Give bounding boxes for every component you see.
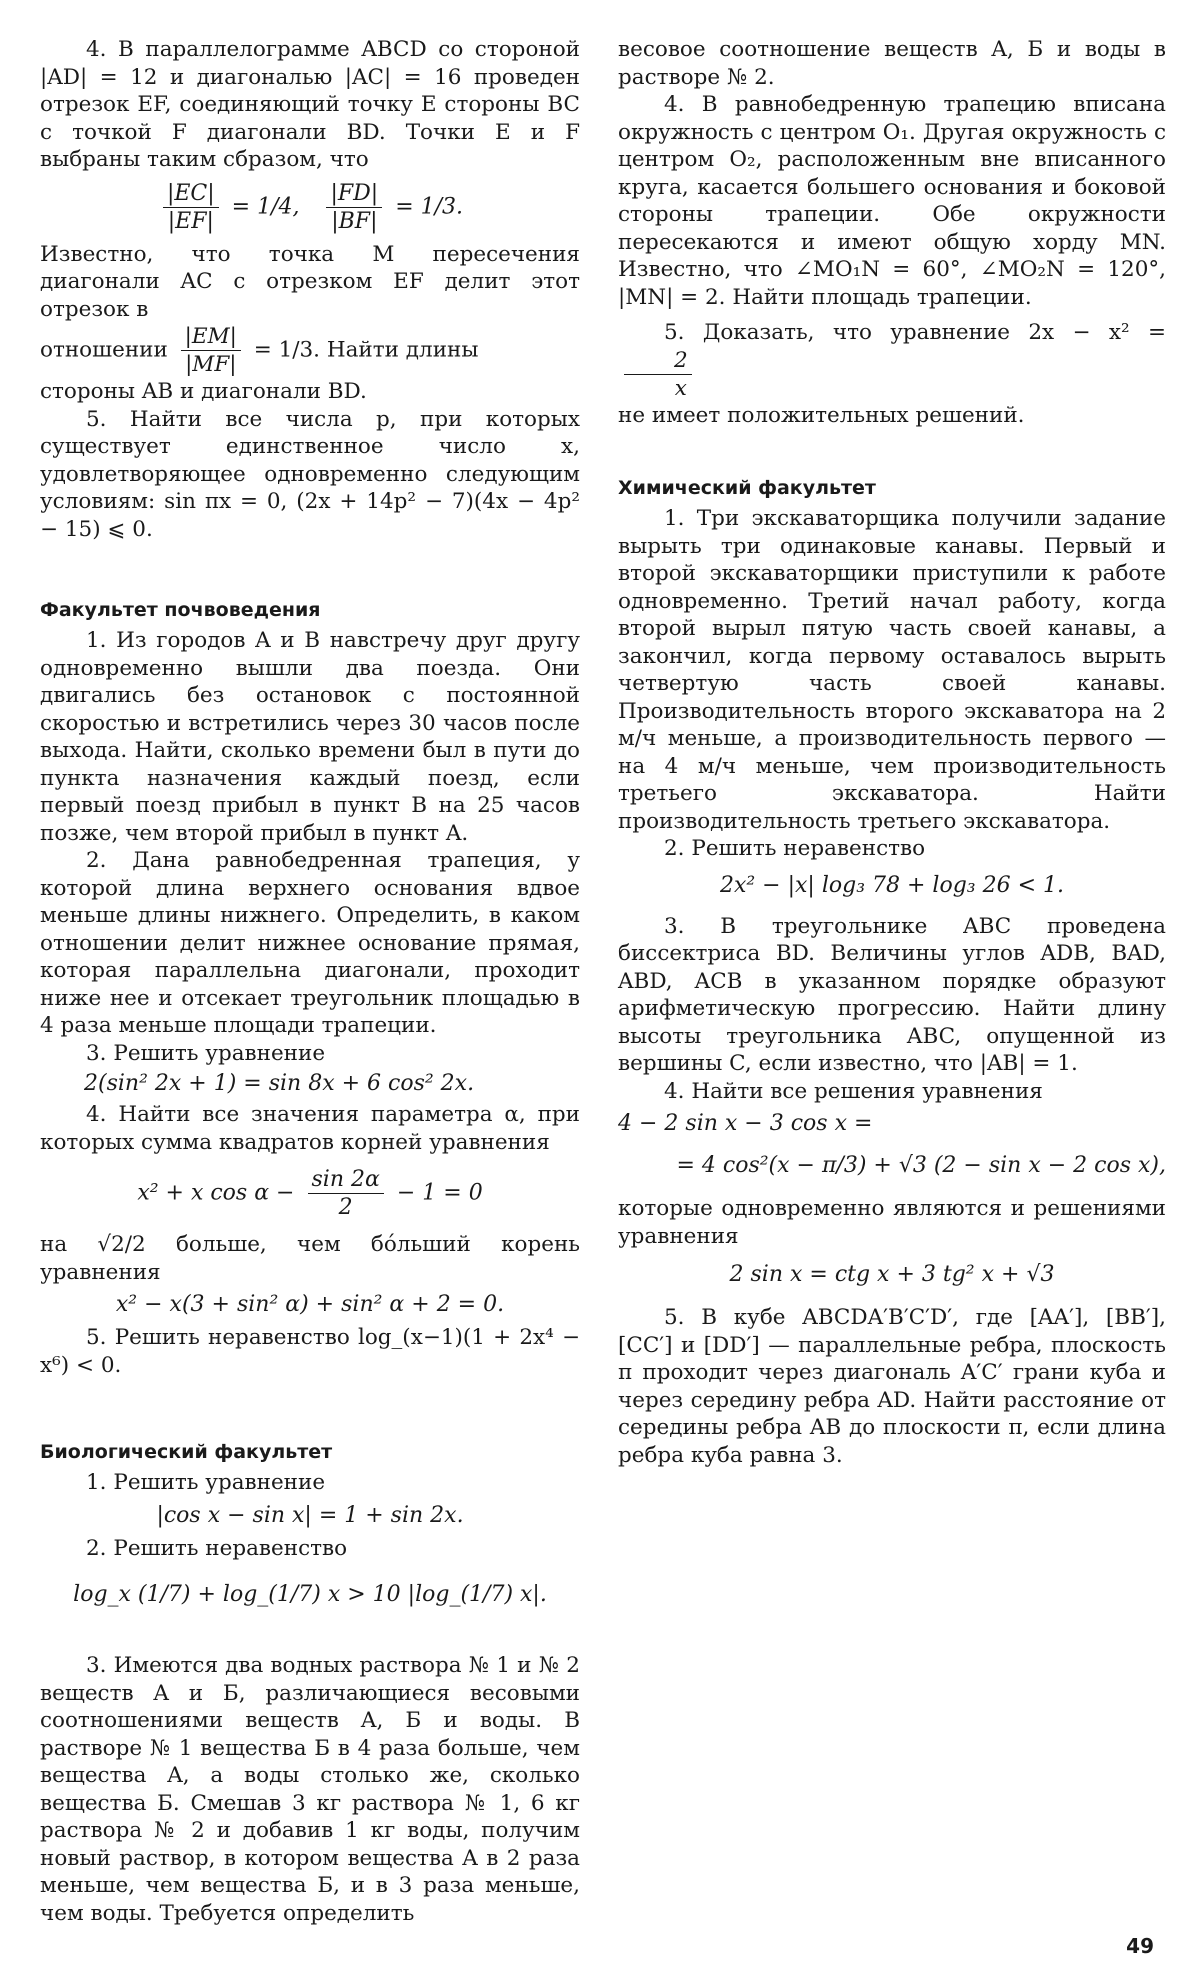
bio-equation-1: |cos x − sin x| = 1 + sin 2x. xyxy=(156,1502,464,1528)
mm-problem-4-text-cont: Известно, что точка M пересечения диагонали AC с отрезком EF делит этот отрезок в xyxy=(40,241,580,322)
mm-problem-4-end: стороны AB и диагонали BD. xyxy=(40,379,367,404)
fraction-ec-ef: $\frac{|EC|}{|EF|}$ xyxy=(163,180,219,235)
bio-problem-1: 1. Решить уравнение xyxy=(86,1470,326,1495)
mm-problem-4-text: 4. В параллелограмме ABCD со стороной |AD| = 12 и диагональю |AC| = 16 проведен отрезок EF, соединяющий точку E стороны BC с точкой F диагонали BD. Точки E и F выбраны таким сбразом, что xyxy=(40,37,580,172)
fraction-2-x: $\frac{2}{x}$ xyxy=(624,347,692,402)
chem-inequality-2: 2x² − |x| log₃ 78 + log₃ 26 < 1. xyxy=(719,872,1065,898)
bio-problem-3-cont: весовое соотношение веществ A, Б и воды в растворе № 2. xyxy=(618,37,1166,90)
bio-problem-3: 3. Имеются два водных раствора № 1 и № 2 веществ A и Б, различающиеся весовыми соотношениями веществ A, Б и воды. В растворе № 1 вещества Б в 4 раза больше, чем вещества A, а воды столько же, сколько вещества Б. Смешав 3 кг раствора № 1, 6 кг раствора № 2 и добавив 1 кг воды, получим новый раствор, в котором вещества A в 2 раза меньше, чем вещества Б, и в 3 раза меньше, чем воды. Требуется определить xyxy=(40,1653,580,1926)
fraction-fd-bf: $\frac{|FD|}{|BF|}$ xyxy=(326,180,382,235)
bio-problem-2: 2. Решить неравенство xyxy=(86,1535,348,1561)
soil-problem-3: 3. Решить уравнение xyxy=(86,1040,326,1066)
soil-equation-3: 2(sin² 2x + 1) = sin 8x + 6 cos² 2x. xyxy=(84,1071,475,1096)
chem-problem-5: 5. В кубе ABCDA′B′C′D′, где [AA′], [BB′], [CC′] и [DD′] — параллельные ребра, плоскость π проходит через диагональ A′C′ грани куба и через середину ребра AD. Найти расстояние от середины ребра AB до плоскости π, если длина ребра куба равна 3. xyxy=(618,1305,1166,1468)
soil-equation-4: x² + x cos α − $\frac{\sin 2\alpha}{2}$ − 1 = 0 xyxy=(137,1167,483,1220)
chem-equation-4c: 2 sin x = ctg x + 3 tg² x + √3 xyxy=(729,1262,1055,1287)
soil-problem-5: 5. Решить неравенство log_(x−1)(1 + 2x⁴ − x⁶) < 0. xyxy=(40,1325,580,1378)
bio-faculty-heading: Биологический факультет xyxy=(40,1441,333,1463)
soil-problem-4: 4. Найти все значения параметра α, при которых сумма квадратов корней уравнения xyxy=(40,1102,580,1155)
chem-equation-4a: 4 − 2 sin x − 3 cos x = xyxy=(618,1111,873,1136)
soil-problem-1: 1. Из городов A и B навстречу друг другу одновременно вышли два поезда. Они двигались без остановок с постоянной скоростью и встретились через 30 часов после выхода. Найти, сколько времени был в пути до пункта назначения каждый поезд, если первый поезд прибыл в пункт B на 25 часов позже, чем второй прибыл в пункт A. xyxy=(40,628,580,846)
chem-problem-1: 1. Три экскаваторщика получили задание вырыть три одинаковые канавы. Первый и второй экскаваторщики приступили к работе одновременно. Третий начал работу, когда второй вырыл пятую часть своей канавы, а закончил, когда первому оставалось вырыть четвертую часть своей канавы. Производительность второго экскаватора на 2 м/ч меньше, а производительность первого — на 4 м/ч меньше, чем производительность третьего экскаватора. Найти производительность третьего экскаватора. xyxy=(618,506,1166,834)
chem-problem-4: 4. Найти все решения уравнения xyxy=(664,1078,1043,1104)
chem-equation-4b: = 4 cos²(x − π/3) + √3 (2 − sin x − 2 cos x), xyxy=(676,1153,1166,1178)
mm-problem-5-text: 5. Найти все числа p, при которых существует единственное число x, удовлетворяющее одновременно следующим условиям: sin πx = 0, (2x + 14p² − 7)(4x − 4p² − 15) ⩽ 0. xyxy=(40,406,580,542)
chem-problem-2: 2. Решить неравенство xyxy=(664,836,926,861)
chem-faculty-heading: Химический факультет xyxy=(618,477,876,499)
bio-inequality-2: log_x (1/7) + log_(1/7) x > 10 |log_(1/7) x|. xyxy=(73,1582,547,1607)
fraction-em-mf: $\frac{|EM|}{|MF|}$ xyxy=(181,323,241,378)
right-column xyxy=(618,36,1166,1469)
soil-problem-2: 2. Дана равнобедренная трапеция, у которой длина верхнего основания вдвое меньше длины нижнего. Определить, в каком отношении делит нижнее основание прямая, которая параллельна диагонали, проходит ниже нее и отсекает треугольник площадью в 4 раза меньше площади трапеции. xyxy=(40,848,580,1038)
bio-problem-5-end: не имеет положительных решений. xyxy=(618,402,1025,428)
bio-problem-4: 4. В равнобедренную трапецию вписана окружность с центром O₁. Другая окружность с центром O₂, расположенным вне вписанного круга, касается большего основания и боковой стороны трапеции. Обе окружности пересекаются и имеют общую хорду MN. Известно, что ∠MO₁N = 60°, ∠MO₂N = 120°, |MN| = 2. Найти площадь трапеции. xyxy=(618,92,1166,310)
mm-ratio-conditions: $\frac{|EC|}{|EF|}$ = 1/4, $\frac{|FD|}{|BF|}$ = 1/3. xyxy=(40,180,580,235)
soil-equation-4b: x² − x(3 + sin² α) + sin² α + 2 = 0. xyxy=(115,1292,505,1317)
fraction-sin2a-2: $\frac{\sin 2\alpha}{2}$ xyxy=(308,1166,384,1221)
bio-problem-5: 5. Доказать, что уравнение 2x − x² = $\frac{2}{x}$ xyxy=(618,319,1166,402)
soil-problem-4-cont: на √2/2 больше, чем бо́льший корень уравнения xyxy=(40,1232,580,1285)
chem-problem-4-cont: которые одновременно являются и решениями уравнения xyxy=(618,1196,1166,1249)
left-column xyxy=(40,36,580,1927)
soil-faculty-heading: Факультет почвоведения xyxy=(40,599,321,621)
page-number: 49 xyxy=(1126,1934,1154,1958)
chem-problem-3: 3. В треугольнике ABC проведена биссектриса BD. Величины углов ADB, BAD, ABD, ACB в указанном порядке образуют арифметическую прогрессию. Найти длину высоты треугольника ABC, опущенной из вершины C, если известно, что |AB| = 1. xyxy=(618,913,1166,1076)
mm-problem-4-ratio-line: отношении $\frac{|EM|}{|MF|}$ = 1/3. Найти длины xyxy=(40,324,479,377)
